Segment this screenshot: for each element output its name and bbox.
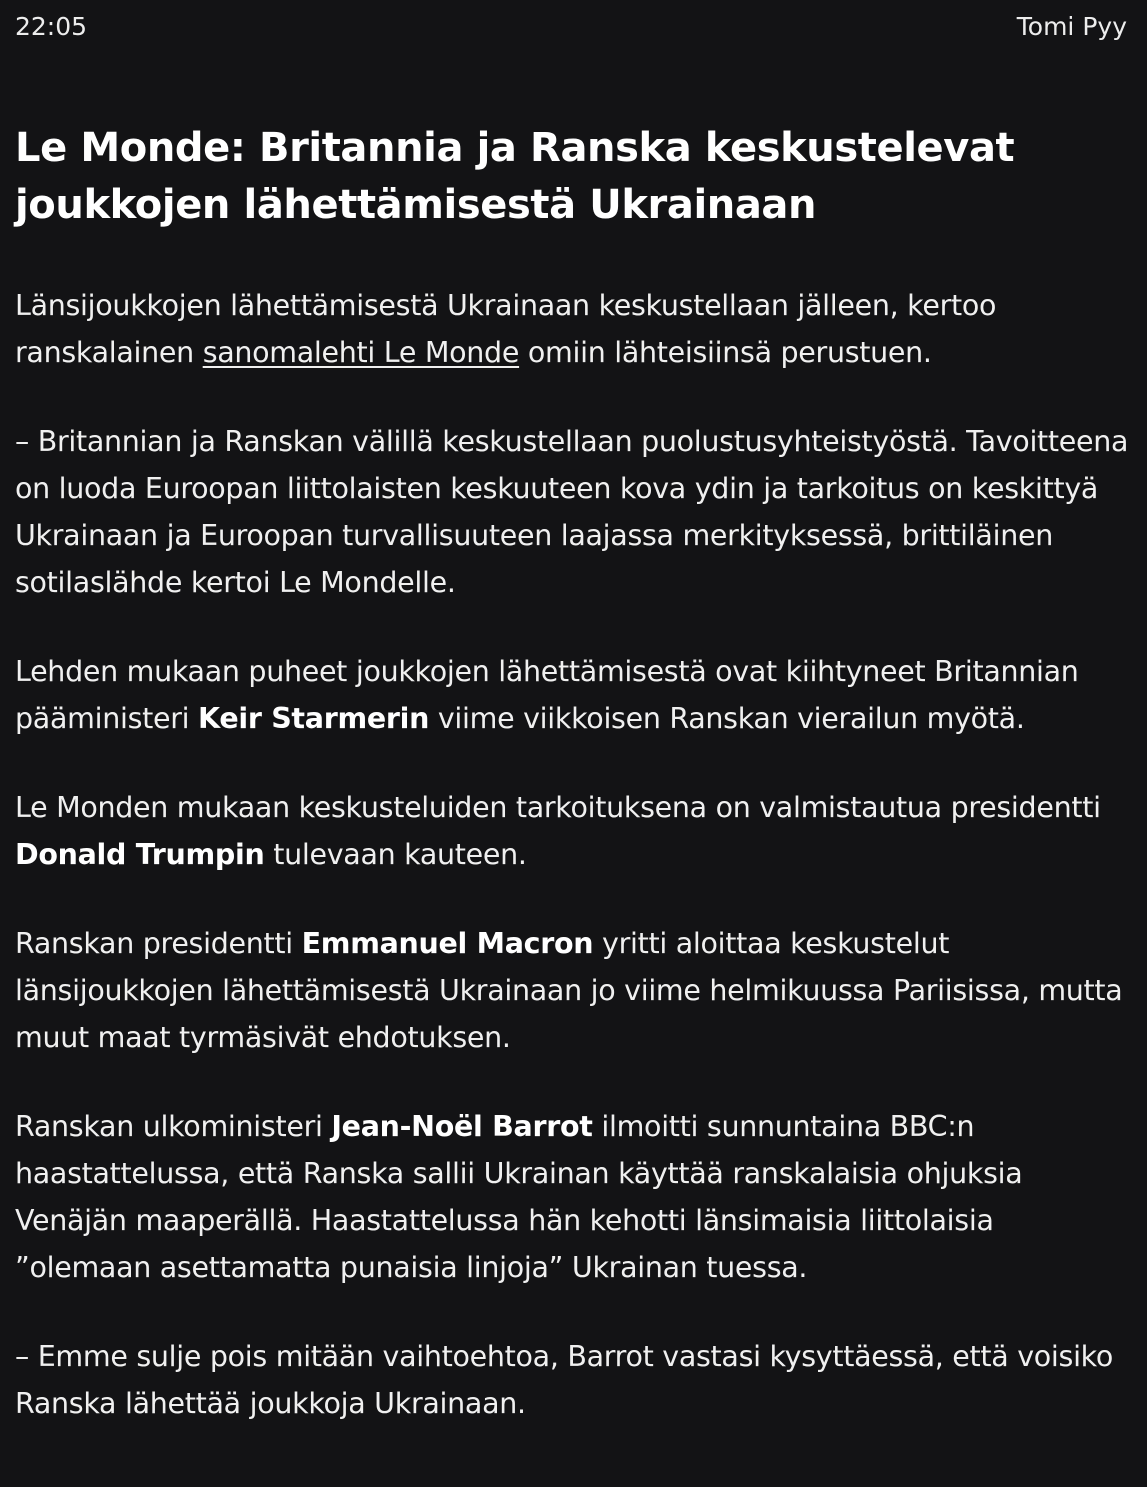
paragraph-1-text-end: omiin lähteisiinsä perustuen. [519,336,932,369]
paragraph-3 [15,648,1129,742]
author-name: Tomi Pyy [1016,12,1127,41]
paragraph-7: – Emme sulje pois mitään vaihtoehtoa, Barrot vastasi kysyttäessä, että voisiko Ranska lähettää joukkoja Ukrainaan. [15,1340,1114,1420]
paragraph-6-text-start: Ranskan ulkoministeri [15,1110,332,1143]
article-body [15,282,1129,1427]
paragraph-3-text-end: viime viikkoisen Ranskan vierailun myötä. [429,702,1025,735]
paragraph-4-text-start: Le Monden mukaan keskusteluiden tarkoituksena on valmistautua presidentti [15,791,1101,824]
paragraph-5 [15,920,1129,1061]
paragraph-5-text-end: yritti aloittaa keskustelut länsijoukkojen lähettämisestä Ukrainaan jo viime helmikuussa Pariisissa, mutta muut maat tyrmäsivät ehdotuksen. [15,927,1123,1054]
person-name-starmer: Keir Starmerin [198,702,430,735]
paragraph-6 [15,1103,1129,1291]
le-monde-link[interactable]: sanomalehti Le Monde [202,336,520,369]
article-meta [0,0,1147,43]
person-name-trump: Donald Trumpin [15,838,265,871]
paragraph-4-text-end: tulevaan kauteen. [264,838,527,871]
paragraph-1-text-start: Länsijoukkojen lähettämisestä Ukrainaan keskustellaan jälleen, kertoo ranskalainen [15,289,997,369]
paragraph-6-text-end: ilmoitti sunnuntaina BBC:n haastattelussa, että Ranska sallii Ukrainan käyttää ranskalaisia ohjuksia Venäjän maaperällä. Haastattelussa hän kehotti länsimaisia liittolaisia ”olemaan asettamatta punaisia linjoja” Ukrainan tuessa. [15,1110,1023,1284]
paragraph-3-text-start: Lehden mukaan puheet joukkojen lähettämisestä ovat kiihtyneet Britannian pääministeri [15,655,1079,735]
article-title: Le Monde: Britannia ja Ranska keskustelevat joukkojen lähettämisestä Ukrainaan [15,125,1015,228]
person-name-macron: Emmanuel Macron [301,927,594,960]
paragraph-5-text-start: Ranskan presidentti [15,927,302,960]
paragraph-4 [15,784,1129,878]
timestamp: 22:05 [15,12,88,41]
paragraph-2: – Britannian ja Ranskan välillä keskustellaan puolustusyhteistyöstä. Tavoitteena on luoda Euroopan liittolaisten keskuuteen kova ydin ja tarkoitus on keskittyä Ukrainaan ja Euroopan turvallisuuteen laajassa merkityksessä, brittiläinen sotilaslähde kertoi Le Mondelle. [15,425,1129,599]
paragraph-1 [15,282,1129,376]
person-name-barrot: Jean-Noël Barrot [331,1110,593,1143]
